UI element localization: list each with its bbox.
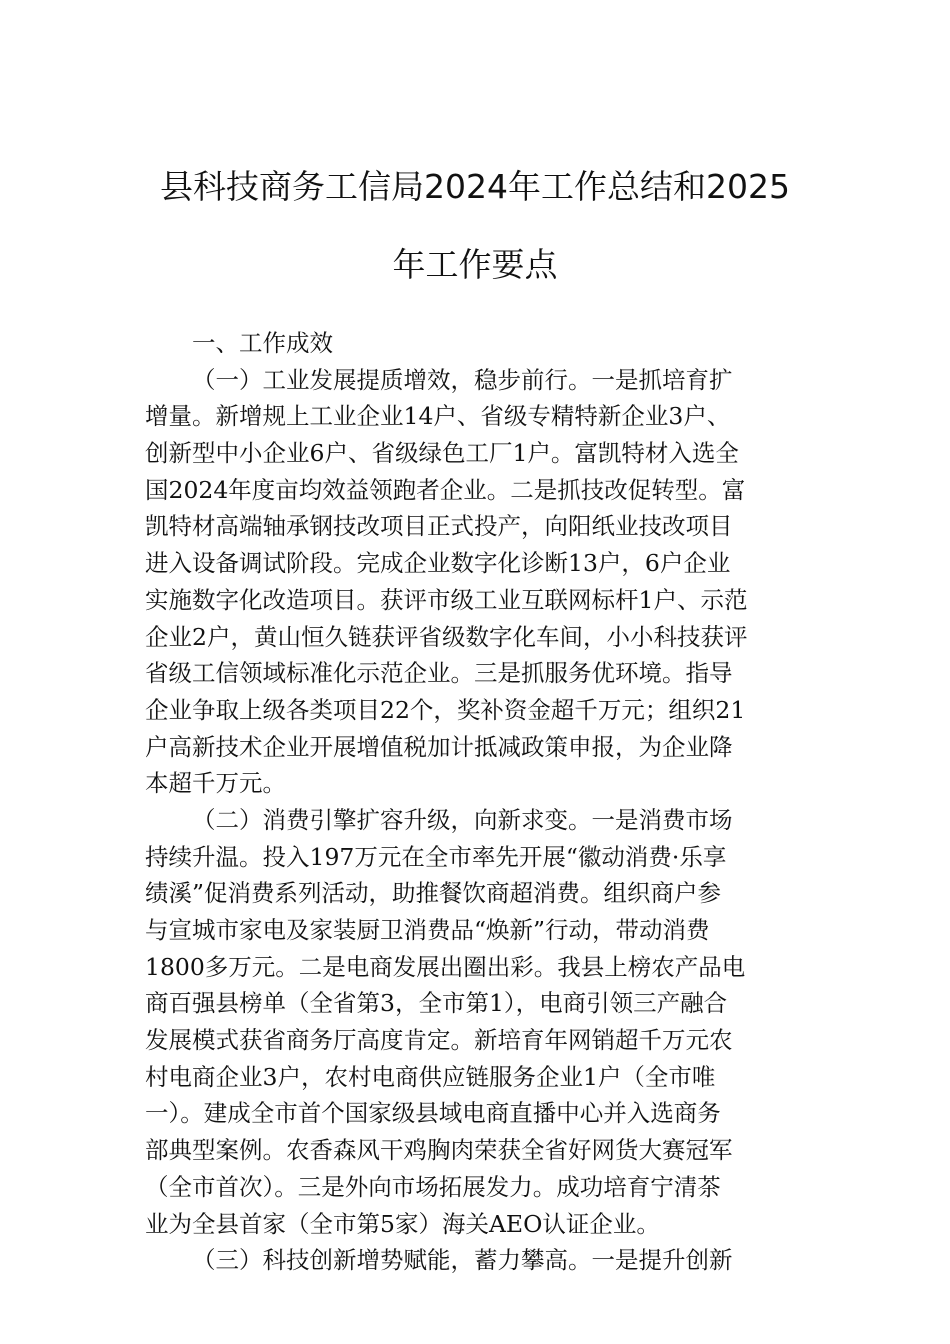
body-line: 增量。新增规上工业企业14户、省级专精特新企业3户、 [145,402,731,431]
body-line: 户高新技术企业开展增值税加计抵减政策申报，为企业降 [145,732,733,761]
document-title [120,148,830,304]
body-line: 一、工作成效 [192,329,333,357]
body-line: 国2024年度亩均效益领跑者企业。二是抓技改促转型。富 [145,475,746,504]
body-line: 企业2户，黄山恒久链获评省级数字化车间，小小科技获评 [145,622,748,651]
body-line: （一）工业发展提质增效，稳步前行。一是抓培育扩 [192,365,733,394]
body-line: 进入设备调试阶段。完成企业数字化诊断13户，6户企业 [145,549,731,578]
body-line: 业为全县首家（全市第5家）海关AEO认证企业。 [145,1209,660,1238]
title-line-2: 年工作要点 [392,245,558,284]
body-line: 创新型中小企业6户、省级绿色工厂1户。富凯特材入选全 [145,439,739,468]
body-line: 与宣城市家电及家装厨卫消费品“焕新”行动，带动消费 [145,916,710,944]
body-line: 商百强县榜单（全省第3，全市第1），电商引领三产融合 [145,989,728,1018]
body-line: 持续升温。投入197万元在全市率先开展“徽动消费·乐享 [145,842,727,871]
body-line: 省级工信领域标准化示范企业。三是抓服务优环境。指导 [145,659,733,688]
body-line: 实施数字化改造项目。获评市级工业互联网标杆1户、示范 [145,585,748,614]
body-line: 发展模式获省商务厅高度肯定。新培育年网销超千万元农 [145,1026,733,1055]
body-line: 村电商企业3户，农村电商供应链服务企业1户（全市唯 [145,1062,716,1091]
body-line: （全市首次）。三是外向市场拓展发力。成功培育宁清茶 [145,1172,721,1201]
body-line: 一）。建成全市首个国家级县域电商直播中心并入选商务 [145,1099,721,1128]
body-line: 凯特材高端轴承钢技改项目正式投产，向阳纸业技改项目 [145,512,733,541]
body-line: （二）消费引擎扩容升级，向新求变。一是消费市场 [192,805,733,834]
body-line: 部典型案例。农香森风干鸡胸肉荣获全省好网货大赛冠军 [145,1136,733,1165]
body-line: 本超千万元。 [145,769,286,798]
body-line: 绩溪”促消费系列活动，助推餐饮商超消费。组织商户参 [145,879,722,908]
body-line: 1800多万元。二是电商发展出圈出彩。我县上榜农产品电 [145,952,746,981]
body-line: 企业争取上级各类项目22个，奖补资金超千万元；组织21 [145,695,746,724]
document-body [145,325,810,1279]
body-line: （三）科技创新增势赋能，蓄力攀高。一是提升创新 [192,1246,733,1275]
title-line-1: 县科技商务工信局2024年工作总结和2025 [160,167,790,206]
